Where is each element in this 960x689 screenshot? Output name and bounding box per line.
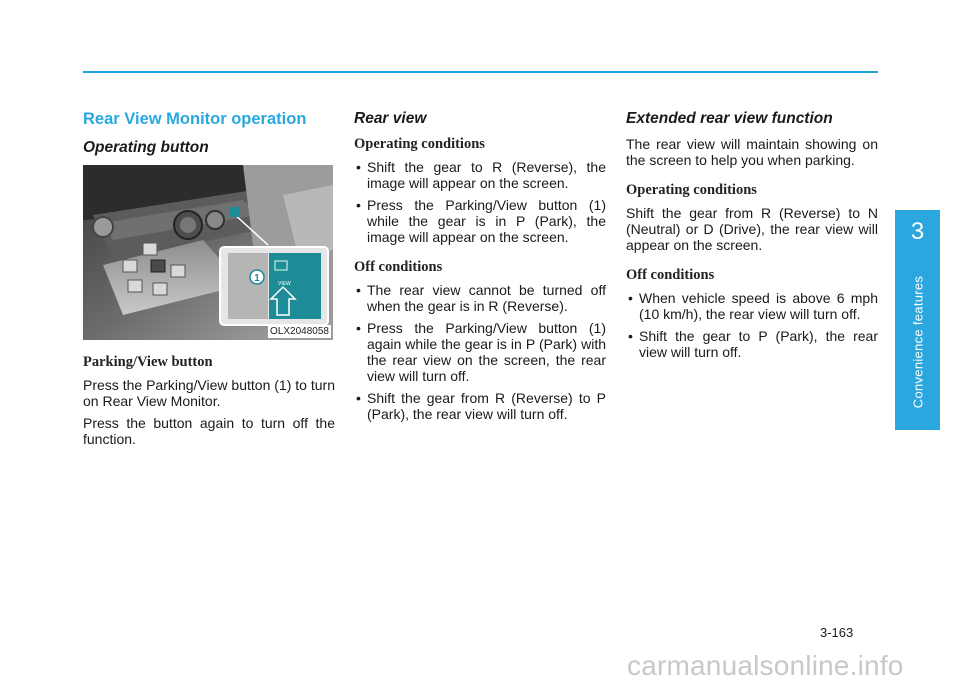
- list-item: • The rear view cannot be turned off when the gear is in R (Reverse).: [354, 282, 606, 314]
- column-left: [83, 108, 335, 453]
- console-illustration: [83, 165, 333, 340]
- list-item: • When vehicle speed is above 6 mph (10 km/h), the rear view will turn off.: [626, 290, 878, 322]
- column-right: [626, 108, 878, 366]
- paragraph: Press the button again to turn off the function.: [83, 415, 335, 447]
- operating-button-subtitle: Operating button: [83, 139, 209, 156]
- list-item: • Press the Parking/View button (1) again while the gear is in P (Park) with the rear view on the screen, the rear view will turn off.: [354, 320, 606, 384]
- page-number: 3-163: [820, 625, 854, 640]
- list-item: • Shift the gear to R (Reverse), the image will appear on the screen.: [354, 159, 606, 191]
- off-conditions-list: [626, 290, 878, 360]
- chapter-tab: [895, 210, 940, 430]
- operating-conditions-text: Shift the gear from R (Reverse) to N (Neutral) or D (Drive), the rear view will appear on the screen.: [626, 205, 878, 253]
- operating-conditions-list: [354, 159, 606, 245]
- parking-view-button-heading: Parking/View button: [83, 354, 213, 370]
- operating-conditions-heading: Operating conditions: [354, 136, 485, 152]
- chapter-title: Convenience features: [910, 275, 925, 409]
- header-rule: [83, 71, 878, 73]
- rear-view-subtitle: Rear view: [354, 110, 427, 127]
- off-conditions-list: [354, 282, 606, 422]
- console-photo: [83, 165, 333, 340]
- chapter-number: 3: [910, 218, 925, 245]
- off-conditions-heading: Off conditions: [354, 259, 443, 275]
- column-middle: [354, 108, 606, 428]
- intro-paragraph: The rear view will maintain showing on the screen to help you when parking.: [626, 136, 878, 168]
- operating-conditions-heading: Operating conditions: [626, 182, 757, 198]
- figure-label: OLX2048058: [270, 326, 329, 337]
- list-item: • Press the Parking/View button (1) while the gear is in P (Park), the image will appear on the screen.: [354, 197, 606, 245]
- extended-rear-view-subtitle: Extended rear view function: [626, 110, 833, 127]
- watermark: carmanualsonline.info: [627, 650, 904, 681]
- section-title: Rear View Monitor operation: [83, 110, 307, 128]
- list-item: • Shift the gear from R (Reverse) to P (Park), the rear view will turn off.: [354, 390, 606, 422]
- figure-button-text: VIEW: [278, 281, 291, 287]
- off-conditions-heading: Off conditions: [626, 267, 715, 283]
- figure-callout-number: 1: [254, 273, 260, 284]
- list-item: • Shift the gear to P (Park), the rear view will turn off.: [626, 328, 878, 360]
- paragraph: Press the Parking/View button (1) to turn on Rear View Monitor.: [83, 377, 335, 409]
